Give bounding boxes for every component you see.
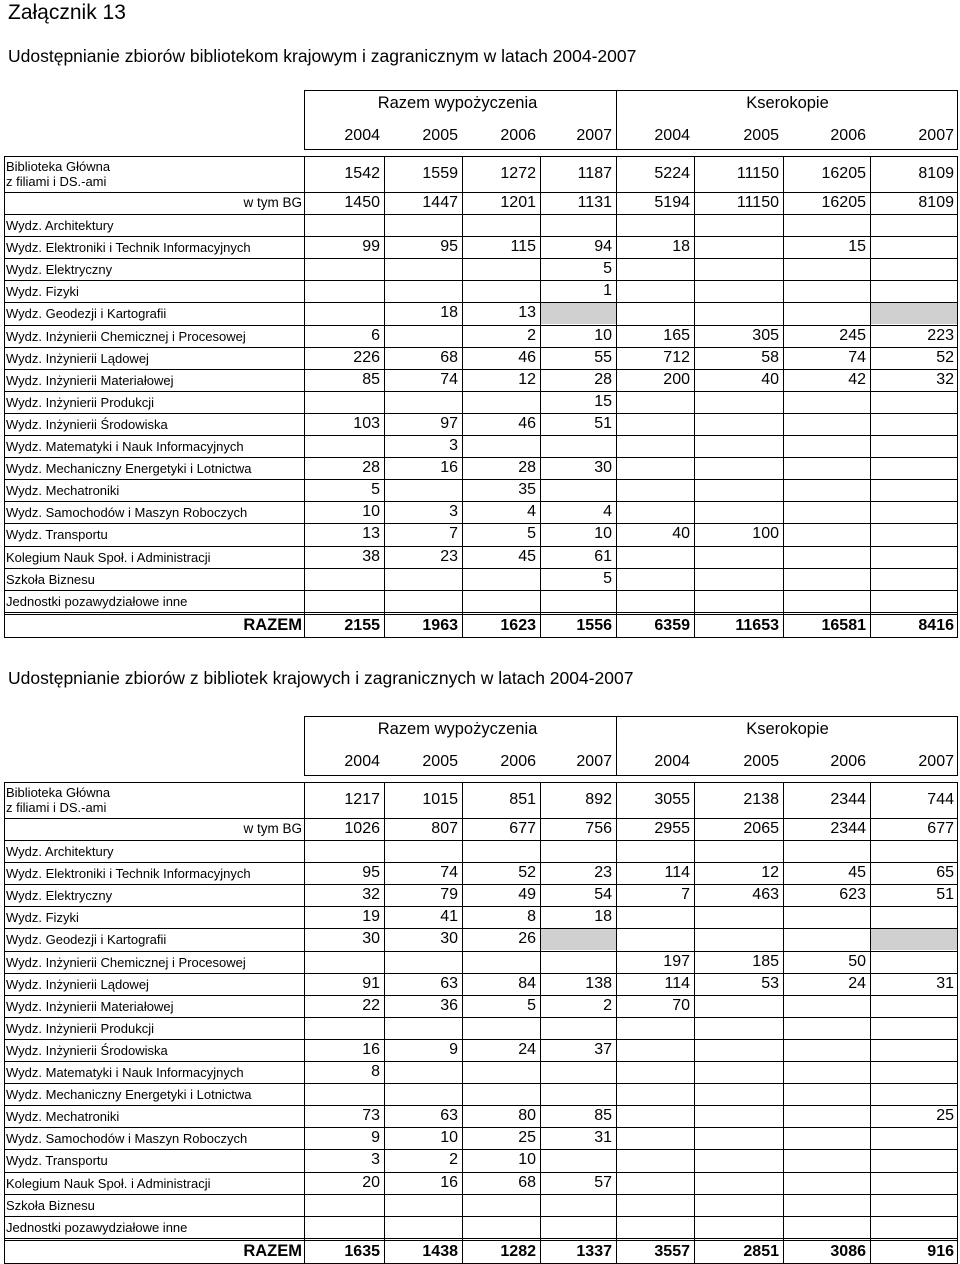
year-header: 2004 [344, 127, 380, 144]
row-rule [4, 951, 958, 952]
value-cell: 20 [362, 1173, 380, 1191]
value-cell: 4 [603, 503, 612, 521]
value-cell: 9 [371, 1129, 380, 1147]
row-label: Kolegium Nauk Społ. i Administracji [6, 549, 211, 565]
row-rule [4, 413, 958, 414]
value-cell: 1187 [577, 165, 612, 182]
value-cell: 41 [440, 908, 458, 926]
value-cell: 18 [672, 238, 690, 256]
year-header: 2005 [422, 127, 458, 144]
row-label: Wydz. Samochodów i Maszyn Roboczych [6, 1131, 248, 1147]
value-cell: 1450 [344, 194, 380, 211]
value-cell: 51 [594, 414, 612, 432]
row-label: Wydz. Inżynierii Lądowej [6, 976, 149, 992]
value-cell: 68 [440, 348, 458, 366]
row-label: Wydz. Architektury [6, 844, 114, 860]
value-cell: 165 [663, 326, 690, 344]
value-cell: 1131 [577, 194, 612, 211]
value-cell: 74 [440, 370, 458, 388]
value-cell: 4 [527, 503, 536, 521]
row-rule [4, 590, 958, 591]
row-label: Wydz. Architektury [6, 218, 114, 234]
value-cell: 26 [518, 930, 536, 948]
row-rule [4, 435, 958, 436]
value-cell: 223 [927, 326, 954, 344]
row-label: Wydz. Mechatroniki [6, 483, 120, 499]
row-rule [4, 1039, 958, 1040]
row-label: Jednostki pozawydziałowe inne [6, 593, 188, 609]
row-rule [4, 391, 958, 392]
value-cell: 45 [848, 864, 866, 882]
total-cell: 1556 [576, 616, 612, 634]
column-rule [304, 156, 305, 638]
row-label: Wydz. Geodezji i Kartografii [6, 306, 167, 322]
value-cell: 25 [518, 1129, 536, 1147]
value-cell: 10 [518, 1151, 536, 1169]
value-cell: 95 [440, 238, 458, 256]
row-label: Wydz. Inżynierii Produkcji [6, 1020, 154, 1036]
value-cell: 73 [362, 1107, 380, 1125]
value-cell: 91 [362, 974, 380, 992]
value-cell: 2065 [743, 820, 779, 837]
value-cell: 38 [362, 547, 380, 565]
row-label: Biblioteka Główna [6, 159, 111, 174]
value-cell: 18 [594, 908, 612, 926]
row-rule [4, 906, 958, 907]
row-rule [4, 258, 958, 259]
value-cell: 12 [518, 370, 536, 388]
value-cell: 10 [594, 525, 612, 543]
value-cell: 5194 [654, 194, 690, 211]
value-cell: 5 [603, 569, 612, 587]
row-rule [4, 862, 958, 863]
row-rule [4, 1083, 958, 1084]
value-cell: 23 [440, 547, 458, 565]
column-rule [694, 782, 695, 1264]
year-header: 2004 [344, 753, 380, 770]
value-cell: 37 [594, 1040, 612, 1058]
value-cell: 623 [839, 886, 866, 904]
value-cell: 8109 [918, 194, 954, 211]
row-label: Kolegium Nauk Społ. i Administracji [6, 1175, 211, 1191]
value-cell: 245 [839, 326, 866, 344]
column-rule [462, 782, 463, 1264]
value-cell: 1272 [500, 165, 536, 182]
value-cell: 97 [440, 414, 458, 432]
value-cell: 114 [664, 974, 690, 992]
table-1-title: Udostępnianie zbiorów bibliotekom krajowym i zagranicznym w latach 2004-2007 [8, 46, 637, 66]
value-cell: 677 [509, 820, 536, 837]
row-label: Wydz. Inżynierii Materiałowej [6, 998, 174, 1014]
value-cell: 2 [527, 326, 536, 344]
column-rule [384, 782, 385, 1264]
value-cell: 16205 [821, 194, 866, 211]
row-rule [4, 1149, 958, 1150]
value-cell: 2 [449, 1151, 458, 1169]
row-label: Wydz. Mechaniczny Energetyki i Lotnictwa [6, 461, 252, 477]
row-rule [4, 612, 958, 613]
data-frame [4, 782, 958, 1264]
value-cell: 68 [518, 1173, 536, 1191]
value-cell: 63 [440, 974, 458, 992]
value-cell: 99 [362, 238, 380, 256]
value-cell: 19 [362, 908, 380, 926]
value-cell: 58 [761, 348, 779, 366]
value-cell: 52 [936, 348, 954, 366]
row-label: Szkoła Biznesu [6, 1197, 95, 1213]
value-cell: 22 [362, 996, 380, 1014]
value-cell: 95 [362, 864, 380, 882]
value-cell: 15 [594, 392, 612, 410]
row-rule [4, 501, 958, 502]
column-rule [870, 156, 871, 638]
value-cell: 185 [752, 952, 779, 970]
value-cell: 70 [672, 996, 690, 1014]
row-label: Wydz. Transportu [6, 527, 108, 543]
value-cell: 79 [440, 886, 458, 904]
total-cell: 16581 [821, 616, 866, 634]
value-cell: 16 [440, 459, 458, 477]
value-cell: 8109 [918, 165, 954, 182]
value-cell: 3 [371, 1151, 380, 1169]
year-header: 2007 [576, 127, 612, 144]
row-rule [4, 884, 958, 885]
row-label: Wydz. Inżynierii Środowiska [6, 416, 168, 432]
value-cell: 463 [752, 886, 779, 904]
value-cell: 46 [518, 414, 536, 432]
value-cell: 8 [371, 1063, 380, 1081]
value-cell: 74 [848, 348, 866, 366]
value-cell: 16 [440, 1173, 458, 1191]
row-label: Wydz. Matematyki i Nauk Informacyjnych [6, 1065, 244, 1081]
value-cell: 28 [362, 459, 380, 477]
row-rule [4, 192, 958, 193]
value-cell: 13 [518, 304, 536, 322]
value-cell: 3055 [654, 791, 690, 808]
row-rule [4, 973, 958, 974]
value-cell: 1542 [344, 165, 380, 182]
row-label: Wydz. Elektryczny [6, 888, 113, 904]
value-cell: 28 [518, 459, 536, 477]
group-header-loans: Razem wypożyczenia [377, 719, 538, 738]
value-cell: 197 [663, 952, 690, 970]
column-rule [304, 782, 305, 1264]
year-header: 2006 [830, 127, 866, 144]
value-cell: 12 [761, 864, 779, 882]
value-cell: 85 [362, 370, 380, 388]
row-rule [4, 840, 958, 841]
total-label: RAZEM [243, 1241, 302, 1260]
row-label: Wydz. Samochodów i Maszyn Roboczych [6, 505, 248, 521]
value-cell: 54 [594, 886, 612, 904]
value-cell: 13 [362, 525, 380, 543]
data-frame [4, 156, 958, 638]
column-rule [462, 156, 463, 638]
column-rule [616, 156, 617, 638]
year-header: 2004 [654, 753, 690, 770]
total-cell: 1963 [422, 616, 458, 634]
value-cell: 57 [594, 1173, 612, 1191]
value-cell: 46 [518, 348, 536, 366]
value-cell: 61 [594, 547, 612, 565]
value-cell: 32 [936, 370, 954, 388]
row-rule [4, 236, 958, 237]
value-cell: 85 [594, 1107, 612, 1125]
value-cell: 1201 [500, 194, 536, 211]
value-cell: 11150 [736, 194, 779, 211]
value-cell: 40 [672, 525, 690, 543]
value-cell: 6 [371, 326, 380, 344]
row-label: z filiami i DS.-ami [6, 800, 107, 815]
value-cell: 1447 [422, 194, 458, 211]
row-rule [4, 479, 958, 480]
row-label: Wydz. Inżynierii Produkcji [6, 394, 154, 410]
value-cell: 52 [518, 864, 536, 882]
row-label: Wydz. Mechaniczny Energetyki i Lotnictwa [6, 1087, 252, 1103]
value-cell: 65 [936, 864, 954, 882]
column-rule [783, 782, 784, 1264]
value-cell: 30 [440, 930, 458, 948]
value-cell: 9 [449, 1040, 458, 1058]
row-rule [4, 347, 958, 348]
year-header: 2004 [654, 127, 690, 144]
row-label: Biblioteka Główna [6, 785, 111, 800]
value-cell: 55 [594, 348, 612, 366]
value-cell: 3 [449, 503, 458, 521]
value-cell: 45 [518, 547, 536, 565]
row-rule [4, 1216, 958, 1217]
total-cell: 1635 [344, 1242, 380, 1260]
value-cell: 16205 [821, 165, 866, 182]
value-cell: 1217 [344, 791, 380, 808]
value-cell: 115 [510, 238, 536, 256]
value-cell: 892 [585, 791, 612, 808]
value-cell: 851 [509, 791, 536, 808]
row-sublabel: w tym BG [243, 195, 302, 210]
total-cell: 11653 [735, 616, 779, 634]
row-rule [4, 1105, 958, 1106]
value-cell: 30 [362, 930, 380, 948]
row-rule [4, 302, 958, 303]
value-cell: 8 [527, 908, 536, 926]
total-cell: 1337 [576, 1242, 612, 1260]
value-cell: 49 [518, 886, 536, 904]
row-label: Wydz. Elektroniki i Technik Informacyjnych [6, 240, 251, 256]
value-cell: 2955 [654, 820, 690, 837]
value-cell: 94 [594, 238, 612, 256]
value-cell: 677 [927, 820, 954, 837]
value-cell: 744 [927, 791, 954, 808]
page-title: Załącznik 13 [8, 1, 126, 24]
row-label: Szkoła Biznesu [6, 571, 95, 587]
year-header: 2006 [500, 753, 536, 770]
value-cell: 5 [527, 996, 536, 1014]
total-cell: 3086 [830, 1242, 866, 1260]
value-cell: 1026 [344, 820, 380, 837]
year-header: 2007 [918, 753, 954, 770]
row-rule [4, 546, 958, 547]
value-cell: 25 [936, 1107, 954, 1125]
year-header: 2005 [743, 753, 779, 770]
total-cell: 2851 [743, 1242, 779, 1260]
year-header: 2007 [918, 127, 954, 144]
value-cell: 3 [449, 437, 458, 455]
row-label: Wydz. Inżynierii Chemicznej i Procesowej [6, 328, 246, 344]
row-label: Jednostki pozawydziałowe inne [6, 1219, 188, 1235]
value-cell: 10 [440, 1129, 458, 1147]
column-rule [540, 156, 541, 638]
value-cell: 138 [585, 974, 612, 992]
value-cell: 5 [603, 260, 612, 278]
value-cell: 712 [663, 348, 690, 366]
column-rule [540, 782, 541, 1264]
value-cell: 2344 [830, 791, 866, 808]
total-cell: 2155 [344, 616, 380, 634]
value-cell: 30 [594, 459, 612, 477]
value-cell: 2344 [830, 820, 866, 837]
value-cell: 100 [752, 525, 779, 543]
row-rule [4, 523, 958, 524]
column-rule [870, 782, 871, 1264]
table-2-title: Udostępnianie zbiorów z bibliotek krajowych i zagranicznych w latach 2004-2007 [8, 668, 634, 688]
total-label: RAZEM [243, 615, 302, 634]
value-cell: 114 [664, 864, 690, 882]
row-label: Wydz. Mechatroniki [6, 1109, 120, 1125]
total-rule [4, 1240, 958, 1241]
column-rule [694, 156, 695, 638]
value-cell: 11150 [736, 165, 779, 182]
total-cell: 1282 [500, 1242, 536, 1260]
value-cell: 32 [362, 886, 380, 904]
row-label: Wydz. Inżynierii Materiałowej [6, 372, 174, 388]
row-rule [4, 369, 958, 370]
column-rule [783, 156, 784, 638]
value-cell: 1 [603, 282, 612, 300]
row-rule [4, 568, 958, 569]
total-cell: 3557 [654, 1242, 690, 1260]
value-cell: 35 [518, 481, 536, 499]
value-cell: 63 [440, 1107, 458, 1125]
value-cell: 15 [848, 238, 866, 256]
value-cell: 756 [585, 820, 612, 837]
value-cell: 53 [761, 974, 779, 992]
value-cell: 1559 [422, 165, 458, 182]
year-header: 2006 [500, 127, 536, 144]
column-rule [616, 782, 617, 1264]
total-cell: 6359 [654, 616, 690, 634]
total-cell: 8416 [918, 616, 954, 634]
group-header-copies: Kserokopie [746, 93, 829, 112]
column-rule [384, 156, 385, 638]
value-cell: 50 [848, 952, 866, 970]
year-header: 2007 [576, 753, 612, 770]
total-cell: 1438 [422, 1242, 458, 1260]
value-cell: 31 [594, 1129, 612, 1147]
value-cell: 36 [440, 996, 458, 1014]
value-cell: 7 [681, 886, 690, 904]
year-header: 2006 [830, 753, 866, 770]
value-cell: 16 [362, 1040, 380, 1058]
value-cell: 7 [449, 525, 458, 543]
row-rule [4, 1194, 958, 1195]
value-cell: 40 [761, 370, 779, 388]
value-cell: 2138 [743, 791, 779, 808]
row-rule [4, 1172, 958, 1173]
value-cell: 5 [371, 481, 380, 499]
row-label: Wydz. Matematyki i Nauk Informacyjnych [6, 439, 244, 455]
value-cell: 103 [353, 414, 380, 432]
total-cell: 916 [927, 1242, 954, 1260]
group-header-copies: Kserokopie [746, 719, 829, 738]
row-sublabel: w tym BG [243, 821, 302, 836]
year-header: 2005 [422, 753, 458, 770]
row-rule [4, 1127, 958, 1128]
row-label: z filiami i DS.-ami [6, 174, 107, 189]
row-rule [4, 325, 958, 326]
total-cell: 1623 [500, 616, 536, 634]
row-rule [4, 280, 958, 281]
value-cell: 305 [752, 326, 779, 344]
group-header-loans: Razem wypożyczenia [377, 93, 538, 112]
value-cell: 24 [518, 1040, 536, 1058]
year-header: 2005 [743, 127, 779, 144]
value-cell: 42 [848, 370, 866, 388]
value-cell: 51 [936, 886, 954, 904]
value-cell: 807 [431, 820, 458, 837]
row-rule [4, 1238, 958, 1239]
value-cell: 5224 [654, 165, 690, 182]
row-rule [4, 995, 958, 996]
row-rule [4, 1061, 958, 1062]
value-cell: 74 [440, 864, 458, 882]
value-cell: 23 [594, 864, 612, 882]
value-cell: 5 [527, 525, 536, 543]
value-cell: 2 [603, 996, 612, 1014]
row-label: Wydz. Transportu [6, 1153, 108, 1169]
row-rule [4, 928, 958, 929]
row-label: Wydz. Inżynierii Środowiska [6, 1042, 168, 1058]
value-cell: 200 [663, 370, 690, 388]
row-rule [4, 1017, 958, 1018]
total-rule [4, 614, 958, 615]
row-label: Wydz. Fizyki [6, 910, 79, 926]
row-label: Wydz. Elektryczny [6, 262, 113, 278]
row-label: Wydz. Elektroniki i Technik Informacyjnych [6, 866, 251, 882]
value-cell: 10 [362, 503, 380, 521]
value-cell: 18 [440, 304, 458, 322]
value-cell: 10 [594, 326, 612, 344]
row-rule [4, 214, 958, 215]
value-cell: 24 [848, 974, 866, 992]
row-label: Wydz. Fizyki [6, 284, 79, 300]
row-label: Wydz. Inżynierii Lądowej [6, 350, 149, 366]
row-label: Wydz. Geodezji i Kartografii [6, 932, 167, 948]
value-cell: 80 [518, 1107, 536, 1125]
row-label: Wydz. Inżynierii Chemicznej i Procesowej [6, 954, 246, 970]
value-cell: 31 [936, 974, 954, 992]
value-cell: 1015 [422, 791, 458, 808]
value-cell: 84 [518, 974, 536, 992]
value-cell: 28 [594, 370, 612, 388]
row-rule [4, 818, 958, 819]
row-rule [4, 457, 958, 458]
value-cell: 226 [353, 348, 380, 366]
